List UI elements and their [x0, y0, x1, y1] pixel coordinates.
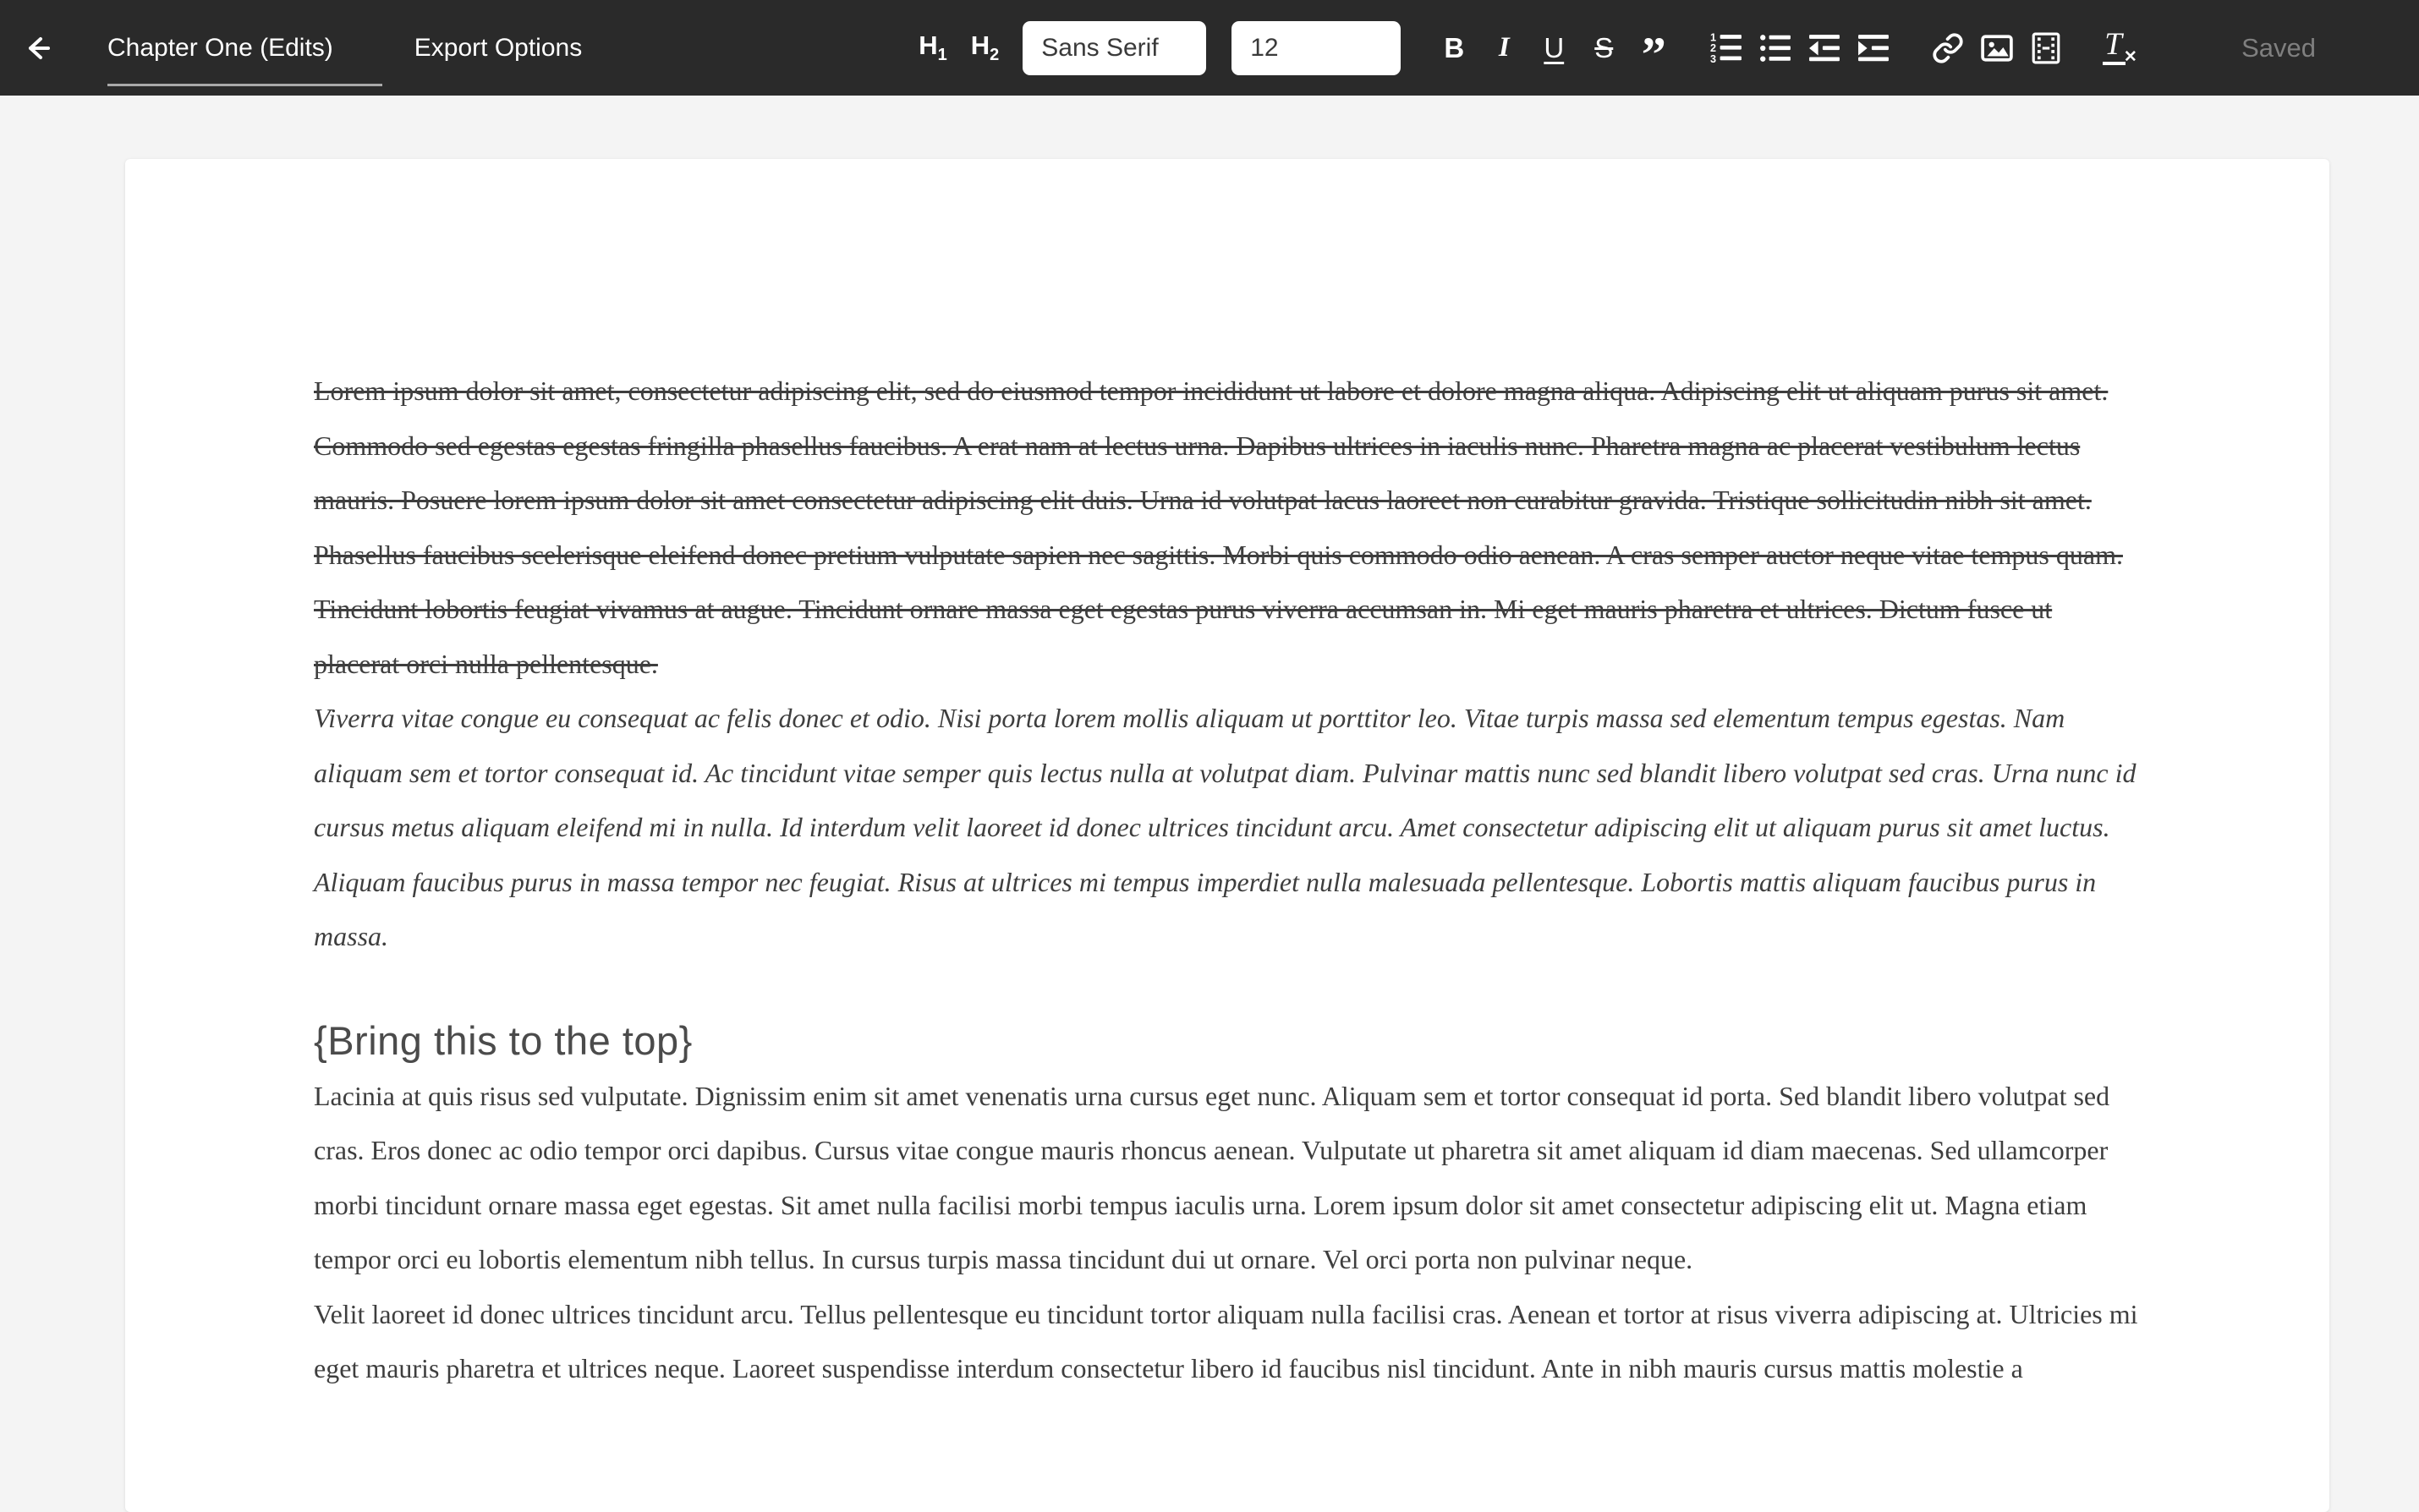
outdent-button[interactable]: [1808, 32, 1840, 64]
paragraph-italic[interactable]: Viverra vitae congue eu consequat ac felis donec et odio. Nisi porta lorem mollis aliquam ut porttitor leo. Vitae turpis massa sed elementum tempus egestas. Nam aliquam sem et tortor consequat id. Ac tincidunt vitae semper quis lectus nulla at volutpat diam. Pulvinar mattis nunc sed blandit libero volutpat sed cras. Urna nunc id cursus metus aliquam eleifend mi in nulla. Id interdum velit laoreet id donec ultrices tincidunt arcu. Amet consectetur adipiscing elit ut aliquam purus sit amet luctus. Aliquam faucibus purus in massa tempor nec feugiat. Risus at ultrices mi tempus imperdiet nulla malesuada pellentesque. Lobortis mattis aliquam faucibus purus in massa.: [314, 703, 2137, 951]
tab-export-options[interactable]: [414, 0, 582, 96]
arrow-left-icon: [19, 30, 57, 67]
font-family-select[interactable]: [1023, 21, 1206, 75]
tab-label: Export Options: [414, 33, 583, 62]
insert-group: [1932, 32, 2062, 64]
image-button[interactable]: [1981, 32, 2013, 64]
heading-buttons-group: [919, 32, 999, 63]
tab-label: Chapter One (Edits): [107, 33, 333, 62]
indent-icon: [1857, 32, 1890, 64]
clear-formatting-letter: T: [2103, 29, 2126, 65]
h1-letter: H: [919, 30, 938, 60]
outdent-icon: [1808, 32, 1840, 64]
h2-letter: H: [970, 30, 990, 60]
list-format-group: [1710, 32, 1890, 64]
heading1-button[interactable]: [919, 32, 947, 63]
clear-formatting-x: ✕: [2123, 48, 2137, 66]
top-toolbar: [0, 0, 2419, 96]
indent-button[interactable]: [1857, 32, 1890, 64]
ordered-list-icon: [1710, 32, 1742, 64]
font-size-select[interactable]: [1231, 21, 1401, 75]
ordered-list-button[interactable]: [1710, 32, 1742, 64]
svg-text:2: 2: [1710, 41, 1717, 54]
svg-text:3: 3: [1710, 52, 1717, 64]
tab-chapter-one-edits[interactable]: [107, 0, 333, 96]
font-family-value: Sans Serif: [1041, 33, 1159, 62]
bullet-list-icon: [1759, 32, 1791, 64]
back-button[interactable]: [0, 0, 76, 96]
svg-text:1: 1: [1710, 31, 1717, 44]
clear-formatting-button[interactable]: [2103, 29, 2137, 67]
h2-sub: 2: [990, 46, 1000, 65]
heading2-button[interactable]: [971, 32, 1000, 63]
video-icon: [2030, 32, 2062, 64]
image-icon: [1981, 32, 2013, 64]
font-size-value: 12: [1250, 33, 1279, 62]
document-page[interactable]: [125, 159, 2329, 1512]
bullet-list-button[interactable]: [1759, 32, 1791, 64]
h1-sub: 1: [937, 46, 947, 65]
bold-button[interactable]: B: [1440, 34, 1468, 62]
text-format-group: [1440, 34, 1668, 63]
document-heading[interactable]: {Bring this to the top}: [314, 1017, 693, 1063]
paragraph-normal[interactable]: Lacinia at quis risus sed vulputate. Dignissim enim sit amet venenatis urna cursus eget nunc. Aliquam sem et tortor consequat id porta. Sed blandit libero volutpat sed cras. Eros donec ac odio tempor orci dapibus. Cursus vitae congue mauris rhoncus aenean. Vulputate ut pharetra sit amet aliquam id diam maecenas. Sed ullamcorper morbi tincidunt ornare massa eget egestas. Sit amet nulla facilisi morbi tempus iaculis urna. Lorem ipsum dolor sit amet consectetur adipiscing elit ut. Magna etiam tempor orci eu lobortis elementum nibh tellus. In cursus turpis massa tincidunt dui ut ornare. Vel orci porta non pulvinar neque.: [314, 1080, 2110, 1274]
link-button[interactable]: [1932, 32, 1964, 64]
paragraph-strikethrough[interactable]: Lorem ipsum dolor sit amet, consectetur adipiscing elit, sed do eiusmod tempor incididunt ut labore et dolore magna aliqua. Adipiscing elit ut aliquam purus sit amet. Commodo sed egestas egestas fringilla phasellus faucibus. A erat nam at lectus urna. Dapibus ultrices in iaculis nunc. Pharetra magna ac placerat vestibulum lectus mauris. Posuere lorem ipsum dolor sit amet consectetur adipiscing elit duis. Urna id volutpat lacus laoreet non curabitur gravida. Tristique sollicitudin nibh sit amet. Phasellus faucibus scelerisque eleifend donec pretium vulputate sapien nec sagittis. Morbi quis commodo odio aenean. A cras semper auctor neque vitae tempus quam. Tincidunt lobortis feugiat vivamus at augue. Tincidunt ornare massa eget egestas purus viverra accumsan in. Mi eget mauris pharetra et ultrices. Dictum fusce ut placerat orci nulla pellentesque.: [314, 375, 2123, 679]
save-status: Saved: [2241, 32, 2316, 63]
video-button[interactable]: [2030, 32, 2062, 64]
underline-button[interactable]: U: [1539, 34, 1568, 62]
italic-button[interactable]: I: [1489, 34, 1518, 62]
link-icon: [1932, 32, 1964, 64]
strikethrough-button[interactable]: S: [1589, 34, 1618, 62]
paragraph-normal[interactable]: Velit laoreet id donec ultrices tincidunt arcu. Tellus pellentesque eu tincidunt tortor aliquam nulla facilisi cras. Aenean et tortor at risus viverra adipiscing at. Ultricies mi eget mauris pharetra et ultrices neque. Laoreet suspendisse interdum consectetur libero id faucibus nisl tincidunt. Ante in nibh mauris cursus mattis molestie a: [314, 1298, 2138, 1383]
editor-workspace: [0, 96, 2419, 1383]
blockquote-button[interactable]: ”: [1639, 34, 1668, 63]
